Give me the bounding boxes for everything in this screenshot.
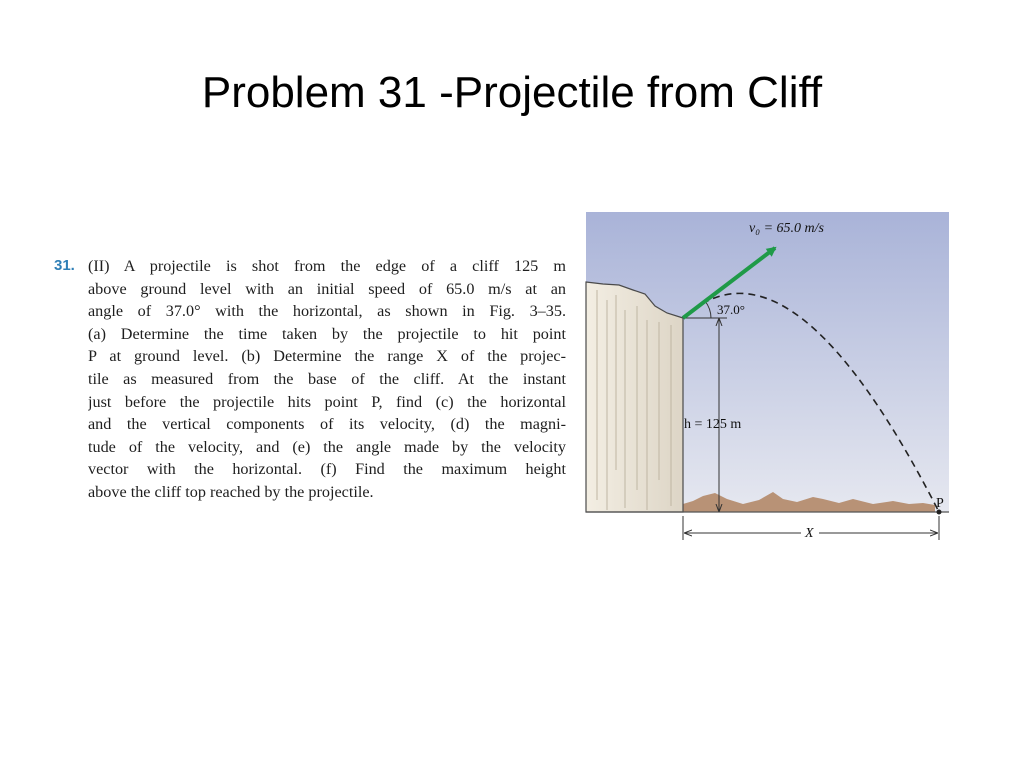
problem-line: above the cliff top reached by the projectile. (88, 482, 374, 501)
cliff (586, 282, 683, 512)
problem-line: (a) Determine the time taken by the projectile to hit point (88, 324, 566, 343)
problem-line: angle of 37.0° with the horizontal, as shown in Fig. 3–35. (88, 302, 566, 321)
height-label: h = 125 m (684, 417, 742, 432)
problem-number: 31. (54, 257, 75, 274)
problem-line: tile as measured from the base of the cliff. At the instant (88, 369, 566, 388)
range-label: X (805, 526, 814, 541)
cliff-figure-svg (583, 210, 951, 546)
problem-line: tude of the velocity, and (e) the angle made by the velocity (88, 437, 566, 456)
slide-title: Problem 31 -Projectile from Cliff (201, 68, 823, 117)
problem-line: P at ground level. (b) Determine the range X of the projec- (88, 347, 566, 366)
problem-statement (54, 255, 566, 504)
problem-line: just before the projectile hits point P, find (c) the horizontal (88, 392, 566, 411)
angle-label: 37.0° (717, 302, 745, 317)
point-label: P (936, 496, 944, 511)
problem-line: (II) A projectile is shot from the edge of a cliff 125 m (88, 257, 566, 275)
problem-line: vector with the horizontal. (f) Find the maximum height (88, 460, 566, 479)
cliff-figure (583, 210, 951, 546)
velocity-label: v₀ = 65.0 m/s (749, 221, 824, 236)
problem-line: above ground level with an initial speed of 65.0 m/s at an (88, 279, 566, 298)
problem-line: and the vertical components of its velocity, (d) the magni- (88, 415, 566, 434)
